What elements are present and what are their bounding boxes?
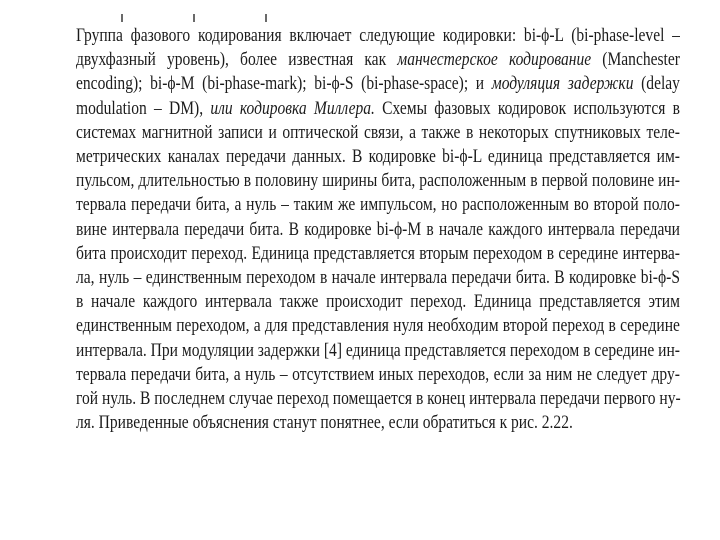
text-run: тервала передачи бита, а нуль – таким же импульсом, но расположенным во второй поло- [76,195,680,216]
text-run: (Manchester [591,50,680,71]
text-run: единственным переходом, а для представления нуля необходим второй переход в середине [76,316,680,337]
text-line [76,339,680,363]
scan-artifact-bottom [96,480,136,488]
text-run: в начале каждого интервала также происходит переход. Единица представляется этим [76,292,680,313]
text-line [76,242,680,266]
text-run: (delay [633,74,680,95]
text-run: Группа фазового кодирования включает следующие кодировки: bi-ϕ-L (bi-phase-level – [76,26,680,46]
text-run: гой нуль. В последнем случае переход помещается в конец интервала передачи первого ну- [76,389,681,410]
text-run: пульсом, длительностью в половину ширины бита, расположенным в первой половине ин- [76,171,680,192]
text-run: системах магнитной записи и оптической связи, а также в некоторых спутниковых теле- [76,122,680,143]
text-line [76,266,680,290]
text-line [76,193,680,217]
text-run: ля. Приведенные объяснения станут понятнее, если обратиться к рис. 2.22. [76,413,573,434]
text-line [76,363,680,387]
text-line [76,121,680,145]
text-run: Схемы фазовых кодировок используются в [374,98,680,119]
text-line [76,97,680,121]
text-line [76,218,680,242]
body-paragraph [76,24,681,435]
text-line [76,48,680,72]
text-line [76,314,680,338]
text-run: modulation – DM), [76,98,211,119]
text-run: метрических каналах передачи данных. В кодировке bi-ϕ-L единица представляется им- [76,147,680,168]
text-line [76,290,680,314]
text-run: бита происходит переход. Единица представляется вторым переходом в середине интерва- [76,243,680,264]
scan-artifact-marks [75,14,295,24]
text-run: вине интервала передачи бита. В кодировке bi-ϕ-M в начале каждого интервала передачи [76,219,680,240]
text-line [76,72,680,96]
text-run: ла, нуль – единственным переходом в начале интервала передачи бита. В кодировке bi-ϕ-S [76,268,680,289]
text-line [76,169,680,193]
italic-term: или кодировка Миллера. [210,98,375,119]
text-line [76,24,680,48]
italic-term: модуляция задержки [491,74,634,95]
text-run: encoding); bi-ϕ-M (bi-phase-mark); bi-ϕ-S (bi-phase-space); и [76,74,492,95]
text-run: двухфазный уровень), более известная как [76,50,398,71]
text-line [76,411,680,435]
text-run: тервала передачи бита, а нуль – отсутствием иных переходов, если за ним не следует дру- [76,364,680,385]
italic-term: манчестерское кодирование [397,50,592,71]
text-run: интервала. При модуляции задержки [4] единица представляется переходом в середине ин- [76,340,680,361]
text-line [76,387,680,411]
text-line [76,145,680,169]
